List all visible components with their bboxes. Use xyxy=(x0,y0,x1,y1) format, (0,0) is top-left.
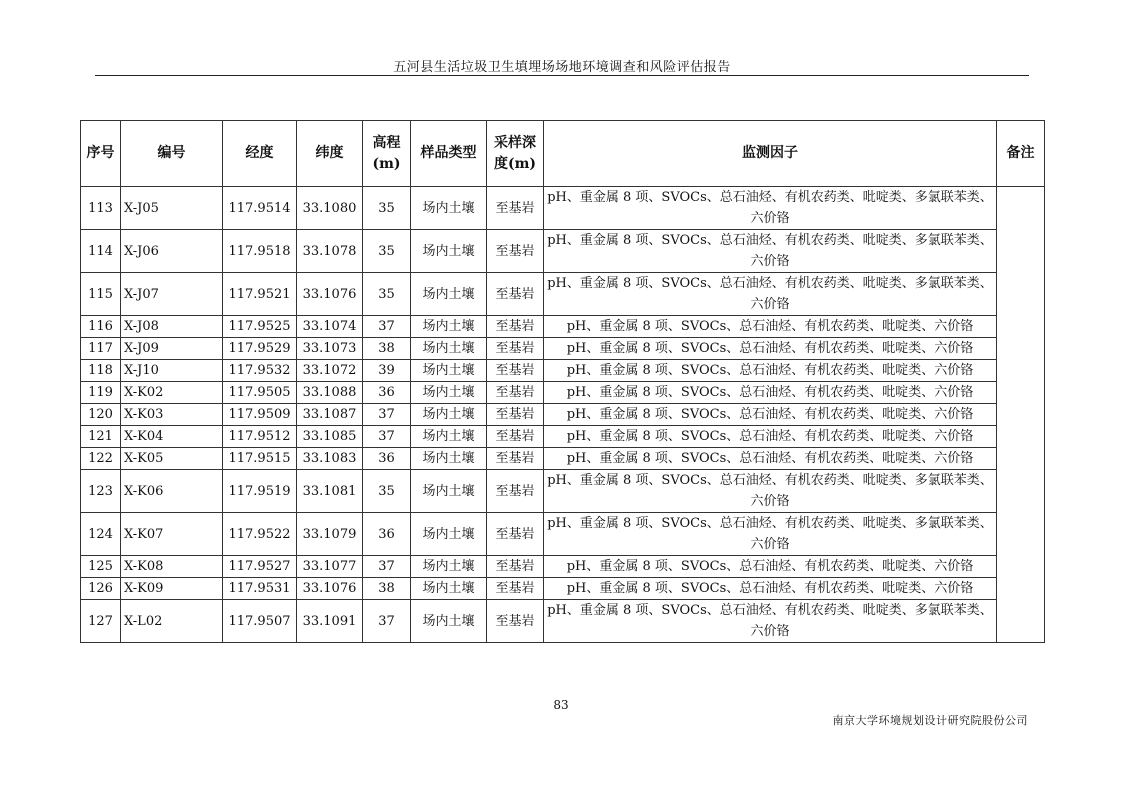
col-header-depth: 采样深度(m) xyxy=(487,121,544,187)
col-header-factor: 监测因子 xyxy=(544,121,997,187)
cell-depth: 至基岩 xyxy=(487,382,544,404)
cell-type: 场内土壤 xyxy=(411,426,487,448)
cell-code: X-K05 xyxy=(121,448,223,470)
cell-depth: 至基岩 xyxy=(487,470,544,513)
cell-alt: 37 xyxy=(363,316,411,338)
cell-lat: 33.1085 xyxy=(297,426,363,448)
cell-alt: 37 xyxy=(363,426,411,448)
cell-lat: 33.1079 xyxy=(297,513,363,556)
col-header-alt: 高程(m) xyxy=(363,121,411,187)
cell-code: X-K02 xyxy=(121,382,223,404)
cell-code: X-J06 xyxy=(121,230,223,273)
cell-num: 127 xyxy=(81,600,121,643)
cell-code: X-K09 xyxy=(121,578,223,600)
cell-lat: 33.1076 xyxy=(297,578,363,600)
cell-code: X-K08 xyxy=(121,556,223,578)
cell-factor: pH、重金属 8 项、SVOCs、总石油烃、有机农药类、吡啶类、六价铬 xyxy=(544,448,997,470)
cell-num: 117 xyxy=(81,338,121,360)
table-row xyxy=(81,360,1045,382)
cell-num: 122 xyxy=(81,448,121,470)
cell-type: 场内土壤 xyxy=(411,448,487,470)
table-header-row xyxy=(81,121,1045,187)
cell-lng: 117.9532 xyxy=(223,360,297,382)
cell-lng: 117.9505 xyxy=(223,382,297,404)
cell-lng: 117.9525 xyxy=(223,316,297,338)
cell-code: X-J09 xyxy=(121,338,223,360)
cell-num: 114 xyxy=(81,230,121,273)
cell-factor: pH、重金属 8 项、SVOCs、总石油烃、有机农药类、吡啶类、六价铬 xyxy=(544,578,997,600)
col-header-lat: 纬度 xyxy=(297,121,363,187)
cell-depth: 至基岩 xyxy=(487,448,544,470)
table-row xyxy=(81,338,1045,360)
cell-type: 场内土壤 xyxy=(411,338,487,360)
cell-num: 119 xyxy=(81,382,121,404)
sampling-table xyxy=(80,120,1045,643)
cell-factor: pH、重金属 8 项、SVOCs、总石油烃、有机农药类、吡啶类、六价铬 xyxy=(544,316,997,338)
cell-alt: 35 xyxy=(363,230,411,273)
cell-lng: 117.9514 xyxy=(223,187,297,230)
cell-factor: pH、重金属 8 项、SVOCs、总石油烃、有机农药类、吡啶类、六价铬 xyxy=(544,426,997,448)
table-row xyxy=(81,187,1045,230)
col-header-type: 样品类型 xyxy=(411,121,487,187)
cell-code: X-J08 xyxy=(121,316,223,338)
cell-lat: 33.1078 xyxy=(297,230,363,273)
cell-depth: 至基岩 xyxy=(487,316,544,338)
table-body xyxy=(81,187,1045,643)
cell-lng: 117.9519 xyxy=(223,470,297,513)
table-row xyxy=(81,448,1045,470)
table-row xyxy=(81,578,1045,600)
cell-depth: 至基岩 xyxy=(487,273,544,316)
cell-factor: pH、重金属 8 项、SVOCs、总石油烃、有机农药类、吡啶类、多氯联苯类、六价铬 xyxy=(544,470,997,513)
page-header-title: 五河县生活垃圾卫生填埋场场地环境调查和风险评估报告 xyxy=(393,60,731,75)
cell-code: X-J10 xyxy=(121,360,223,382)
cell-depth: 至基岩 xyxy=(487,187,544,230)
cell-num: 120 xyxy=(81,404,121,426)
cell-lng: 117.9515 xyxy=(223,448,297,470)
header-divider xyxy=(95,75,1029,76)
cell-type: 场内土壤 xyxy=(411,600,487,643)
cell-lat: 33.1073 xyxy=(297,338,363,360)
cell-alt: 37 xyxy=(363,600,411,643)
table-row xyxy=(81,404,1045,426)
cell-alt: 36 xyxy=(363,382,411,404)
cell-code: X-J05 xyxy=(121,187,223,230)
cell-alt: 37 xyxy=(363,404,411,426)
cell-alt: 35 xyxy=(363,470,411,513)
cell-alt: 36 xyxy=(363,448,411,470)
col-header-code: 编号 xyxy=(121,121,223,187)
cell-alt: 35 xyxy=(363,187,411,230)
cell-type: 场内土壤 xyxy=(411,404,487,426)
cell-depth: 至基岩 xyxy=(487,360,544,382)
cell-type: 场内土壤 xyxy=(411,230,487,273)
cell-lng: 117.9529 xyxy=(223,338,297,360)
cell-depth: 至基岩 xyxy=(487,230,544,273)
cell-alt: 35 xyxy=(363,273,411,316)
table-row xyxy=(81,556,1045,578)
cell-factor: pH、重金属 8 项、SVOCs、总石油烃、有机农药类、吡啶类、六价铬 xyxy=(544,404,997,426)
cell-alt: 37 xyxy=(363,556,411,578)
cell-num: 126 xyxy=(81,578,121,600)
cell-depth: 至基岩 xyxy=(487,404,544,426)
cell-depth: 至基岩 xyxy=(487,513,544,556)
cell-alt: 38 xyxy=(363,338,411,360)
cell-factor: pH、重金属 8 项、SVOCs、总石油烃、有机农药类、吡啶类、六价铬 xyxy=(544,556,997,578)
cell-type: 场内土壤 xyxy=(411,470,487,513)
cell-lng: 117.9512 xyxy=(223,426,297,448)
cell-code: X-K06 xyxy=(121,470,223,513)
cell-factor: pH、重金属 8 项、SVOCs、总石油烃、有机农药类、吡啶类、多氯联苯类、六价铬 xyxy=(544,273,997,316)
cell-type: 场内土壤 xyxy=(411,578,487,600)
cell-depth: 至基岩 xyxy=(487,578,544,600)
cell-lat: 33.1080 xyxy=(297,187,363,230)
cell-num: 113 xyxy=(81,187,121,230)
cell-code: X-J07 xyxy=(121,273,223,316)
col-header-num: 序号 xyxy=(81,121,121,187)
cell-lat: 33.1083 xyxy=(297,448,363,470)
table-row xyxy=(81,470,1045,513)
cell-factor: pH、重金属 8 项、SVOCs、总石油烃、有机农药类、吡啶类、六价铬 xyxy=(544,338,997,360)
table-row xyxy=(81,382,1045,404)
cell-alt: 36 xyxy=(363,513,411,556)
cell-lng: 117.9522 xyxy=(223,513,297,556)
cell-lat: 33.1087 xyxy=(297,404,363,426)
cell-lat: 33.1077 xyxy=(297,556,363,578)
cell-num: 115 xyxy=(81,273,121,316)
table-row xyxy=(81,600,1045,643)
cell-lat: 33.1076 xyxy=(297,273,363,316)
table-row xyxy=(81,513,1045,556)
cell-type: 场内土壤 xyxy=(411,360,487,382)
cell-factor: pH、重金属 8 项、SVOCs、总石油烃、有机农药类、吡啶类、多氯联苯类、六价铬 xyxy=(544,600,997,643)
cell-num: 125 xyxy=(81,556,121,578)
cell-num: 121 xyxy=(81,426,121,448)
cell-lng: 117.9521 xyxy=(223,273,297,316)
col-header-note: 备注 xyxy=(997,121,1045,187)
cell-type: 场内土壤 xyxy=(411,273,487,316)
cell-code: X-K03 xyxy=(121,404,223,426)
cell-note xyxy=(997,187,1045,643)
cell-lat: 33.1074 xyxy=(297,316,363,338)
cell-num: 123 xyxy=(81,470,121,513)
cell-factor: pH、重金属 8 项、SVOCs、总石油烃、有机农药类、吡啶类、六价铬 xyxy=(544,382,997,404)
cell-code: X-K07 xyxy=(121,513,223,556)
table-row xyxy=(81,426,1045,448)
cell-alt: 38 xyxy=(363,578,411,600)
cell-depth: 至基岩 xyxy=(487,338,544,360)
cell-alt: 39 xyxy=(363,360,411,382)
cell-lng: 117.9507 xyxy=(223,600,297,643)
cell-lat: 33.1091 xyxy=(297,600,363,643)
cell-depth: 至基岩 xyxy=(487,600,544,643)
cell-lng: 117.9509 xyxy=(223,404,297,426)
table-row xyxy=(81,273,1045,316)
cell-factor: pH、重金属 8 项、SVOCs、总石油烃、有机农药类、吡啶类、多氯联苯类、六价铬 xyxy=(544,230,997,273)
cell-code: X-K04 xyxy=(121,426,223,448)
company-name: 南京大学环境规划设计研究院股份公司 xyxy=(832,714,1028,727)
cell-type: 场内土壤 xyxy=(411,316,487,338)
cell-type: 场内土壤 xyxy=(411,513,487,556)
cell-factor: pH、重金属 8 项、SVOCs、总石油烃、有机农药类、吡啶类、多氯联苯类、六价铬 xyxy=(544,513,997,556)
cell-lng: 117.9527 xyxy=(223,556,297,578)
cell-factor: pH、重金属 8 项、SVOCs、总石油烃、有机农药类、吡啶类、六价铬 xyxy=(544,360,997,382)
table-row xyxy=(81,230,1045,273)
col-header-lng: 经度 xyxy=(223,121,297,187)
cell-factor: pH、重金属 8 项、SVOCs、总石油烃、有机农药类、吡啶类、多氯联苯类、六价铬 xyxy=(544,187,997,230)
cell-lat: 33.1081 xyxy=(297,470,363,513)
cell-num: 116 xyxy=(81,316,121,338)
cell-lat: 33.1088 xyxy=(297,382,363,404)
cell-type: 场内土壤 xyxy=(411,556,487,578)
cell-num: 118 xyxy=(81,360,121,382)
cell-type: 场内土壤 xyxy=(411,382,487,404)
cell-code: X-L02 xyxy=(121,600,223,643)
cell-depth: 至基岩 xyxy=(487,556,544,578)
cell-lng: 117.9518 xyxy=(223,230,297,273)
table-row xyxy=(81,316,1045,338)
cell-depth: 至基岩 xyxy=(487,426,544,448)
cell-lat: 33.1072 xyxy=(297,360,363,382)
cell-num: 124 xyxy=(81,513,121,556)
cell-lng: 117.9531 xyxy=(223,578,297,600)
cell-type: 场内土壤 xyxy=(411,187,487,230)
page-number: 83 xyxy=(553,698,569,712)
